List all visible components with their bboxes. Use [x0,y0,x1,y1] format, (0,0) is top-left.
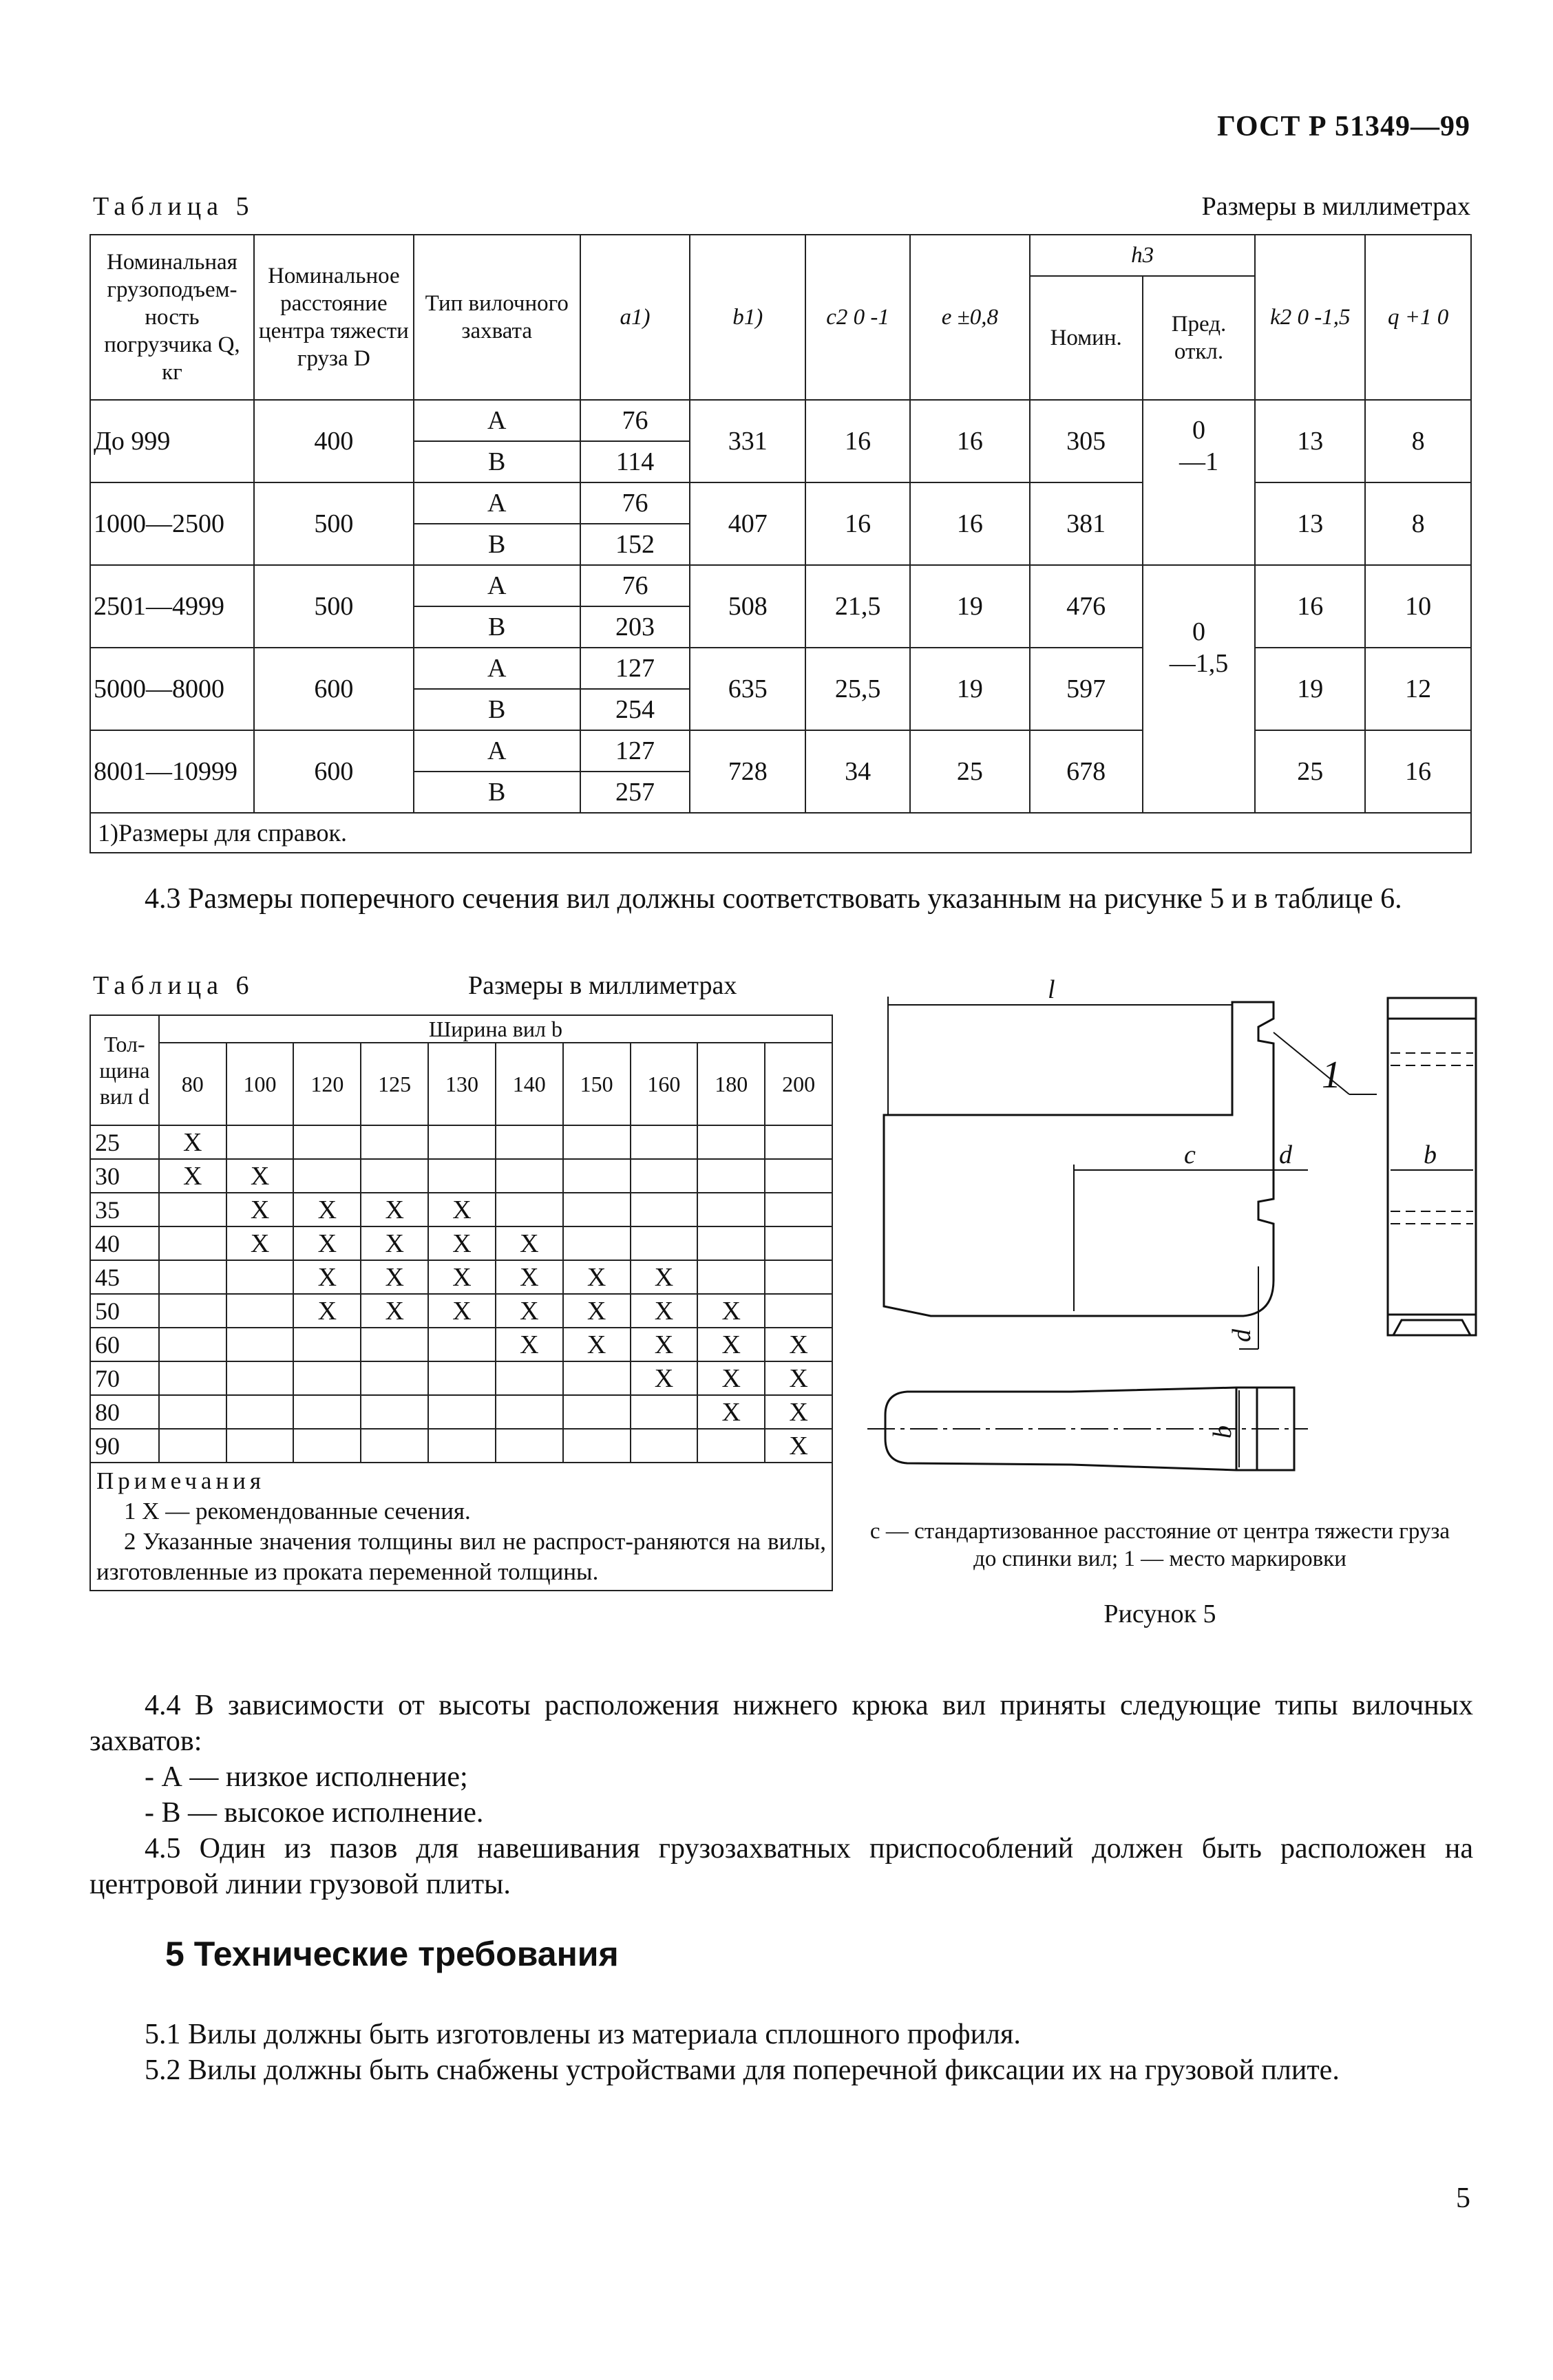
cell-mark: X [697,1294,765,1328]
cell-mark [226,1429,294,1463]
col-h3: h3 [1030,235,1256,276]
figure-5-title: Рисунок 5 [1103,1600,1216,1628]
cell-mark: X [428,1260,496,1294]
label-b-top: b [1208,1425,1237,1438]
cell-c2: 21,5 [805,565,910,648]
cell-type: B [414,772,580,813]
cell-a: 76 [580,565,690,606]
cell-capacity: До 999 [90,400,254,482]
cell-mark [631,1395,698,1429]
cell-e: 16 [910,400,1030,482]
cell-c2: 25,5 [805,648,910,730]
cell-thickness: 50 [90,1294,159,1328]
section-5-title: 5 Технические требования [165,1935,619,1973]
cell-mark [428,1361,496,1395]
cell-mark [631,1193,698,1226]
cell-mark [293,1125,361,1159]
cell-mark: X [159,1159,226,1193]
cell-mark: X [563,1294,631,1328]
cell-mark [496,1193,563,1226]
note-1: 1 X — рекомендованные сечения. [124,1498,471,1524]
para-4-4: 4.4 В зависимости от высоты расположения нижнего крюка вил приняты следующие типы вилочных захватов: [89,1690,1473,1757]
cell-mark [293,1328,361,1361]
table-row [90,1125,832,1159]
cell-mark [159,1328,226,1361]
cell-mark [361,1328,428,1361]
cell-mark: X [226,1226,294,1260]
page-number: 5 [1456,2182,1470,2214]
table-row [90,1429,832,1463]
cell-b: 635 [690,648,805,730]
table6-caption: Таблица 6 [93,971,255,1000]
cell-mark [563,1193,631,1226]
cell-mark [159,1193,226,1226]
cell-mark [159,1294,226,1328]
cell-mark [159,1429,226,1463]
cell-a: 114 [580,441,690,482]
cell-mark [631,1159,698,1193]
dev-lower: —1 [1179,447,1218,476]
cell-mark: X [361,1294,428,1328]
cell-mark [563,1226,631,1260]
table-row [90,1260,832,1294]
cell-mark [159,1361,226,1395]
col-k2: k2 0 -1,5 [1255,235,1365,400]
cell-a: 127 [580,648,690,689]
cell-mark [361,1429,428,1463]
col-width: Ширина вил b [159,1015,832,1043]
cell-mark: X [765,1429,832,1463]
figure-5-description: c — стандартизованное расстояние от центра тяжести груза до спинки вил; 1 — место маркировки [869,1519,1450,1571]
table5-footnote: 1)Размеры для справок. [90,813,1471,853]
table-row [90,1361,832,1395]
table5-body [90,400,1471,813]
cell-e: 16 [910,482,1030,565]
cell-thickness: 90 [90,1429,159,1463]
cell-thickness: 35 [90,1193,159,1226]
para-4-5: 4.5 Один из пазов для навешивания грузозахватных приспособлений должен быть расположен на центровой линии грузовой плиты. [89,1833,1473,1900]
cell-mark: X [631,1361,698,1395]
col-width-value: 125 [361,1043,428,1125]
para-5-1: 5.1 Вилы должны быть изготовлены из материала сплошного профиля. [145,2019,1021,2050]
cell-e: 25 [910,730,1030,813]
table-row [90,482,1471,524]
cell-mark [631,1226,698,1260]
para-4-3: 4.3 Размеры поперечного сечения вил должны соответствовать указанным на рисунке 5 и в таблице 6. [145,883,1402,915]
cell-mark [361,1159,428,1193]
cell-mark [765,1226,832,1260]
col-c2: c2 0 -1 [805,235,910,400]
cell-mark [226,1361,294,1395]
col-center: Номинальное расстояние центра тяжести груза D [254,235,414,400]
cell-capacity: 5000—8000 [90,648,254,730]
cell-mark [428,1395,496,1429]
table-row [90,565,1471,606]
dev-lower: —1,5 [1169,649,1229,678]
table5 [89,234,1472,853]
cell-a: 152 [580,524,690,565]
cell-mark [159,1395,226,1429]
cell-c2: 16 [805,482,910,565]
cell-mark [293,1395,361,1429]
cell-mark: X [563,1260,631,1294]
cell-mark [765,1193,832,1226]
cell-mark [361,1395,428,1429]
cell-h3-nom: 476 [1030,565,1143,648]
col-q: q +1 0 [1365,235,1471,400]
cell-mark: X [631,1294,698,1328]
cell-thickness: 30 [90,1159,159,1193]
cell-capacity: 1000—2500 [90,482,254,565]
cell-mark: X [496,1328,563,1361]
label-l: l [1048,977,1055,1004]
cell-q: 8 [1365,482,1471,565]
table-row [90,730,1471,772]
cell-mark [697,1260,765,1294]
col-e: e ±0,8 [910,235,1030,400]
cell-mark [697,1429,765,1463]
cell-thickness: 60 [90,1328,159,1361]
note-2: 2 Указанные значения толщины вил не распрост-раняются на вилы, изготовленные из проката переменной толщины. [96,1528,826,1585]
cell-mark [563,1361,631,1395]
table-row [90,1159,832,1193]
cell-type: B [414,689,580,730]
cell-mark: X [361,1193,428,1226]
col-h3-dev: Пред. откл. [1143,276,1256,400]
item-b: - В — высокое исполнение. [145,1797,484,1829]
table-row [90,1294,832,1328]
dev-upper: 0 [1192,416,1205,445]
cell-mark: X [496,1260,563,1294]
cell-a: 257 [580,772,690,813]
cell-h3-nom: 678 [1030,730,1143,813]
cell-mark [428,1429,496,1463]
label-b-end: b [1424,1140,1437,1169]
cell-e: 19 [910,565,1030,648]
col-width-value: 200 [765,1043,832,1125]
table5-caption: Таблица 5 [93,192,255,221]
table6-units: Размеры в миллиметрах [468,971,737,1000]
table-row [90,1328,832,1361]
cell-mark [697,1193,765,1226]
cell-mark [226,1328,294,1361]
cell-mark: X [293,1226,361,1260]
cell-a: 76 [580,400,690,441]
cell-mark [361,1125,428,1159]
col-width-value: 80 [159,1043,226,1125]
col-width-value: 180 [697,1043,765,1125]
cell-k2: 19 [1255,648,1365,730]
cell-mark [765,1294,832,1328]
cell-mark [563,1159,631,1193]
col-width-value: 120 [293,1043,361,1125]
cell-mark [226,1125,294,1159]
label-d-side: d [1227,1329,1256,1342]
cell-type: B [414,606,580,648]
cell-mark: X [428,1193,496,1226]
cell-b: 331 [690,400,805,482]
col-width-value: 140 [496,1043,563,1125]
cell-q: 10 [1365,565,1471,648]
cell-mark [293,1429,361,1463]
cell-mark: X [697,1395,765,1429]
cell-mark [496,1429,563,1463]
cell-mark: X [428,1294,496,1328]
cell-mark [159,1226,226,1260]
table6 [89,1014,833,1591]
cell-mark: X [496,1294,563,1328]
cell-mark [496,1361,563,1395]
cell-mark: X [293,1260,361,1294]
cell-h3-dev [1143,565,1256,813]
cell-c2: 16 [805,400,910,482]
cell-h3-nom: 381 [1030,482,1143,565]
cell-mark [697,1159,765,1193]
cell-center: 600 [254,730,414,813]
cell-b: 407 [690,482,805,565]
cell-type: B [414,524,580,565]
cell-type: B [414,441,580,482]
cell-mark [226,1260,294,1294]
cell-type: A [414,400,580,441]
col-type: Тип вилочного захвата [414,235,580,400]
cell-mark: X [361,1226,428,1260]
cell-c2: 34 [805,730,910,813]
cell-mark [765,1159,832,1193]
col-width-value: 160 [631,1043,698,1125]
cell-thickness: 45 [90,1260,159,1294]
cell-k2: 25 [1255,730,1365,813]
cell-capacity: 2501—4999 [90,565,254,648]
table5-units: Размеры в миллиметрах [1201,192,1470,221]
cell-thickness: 80 [90,1395,159,1429]
cell-mark [428,1125,496,1159]
cell-a: 127 [580,730,690,772]
cell-mark [293,1361,361,1395]
cell-mark: X [293,1193,361,1226]
figure-5-drawing [867,977,1487,1514]
cell-thickness: 70 [90,1361,159,1395]
cell-thickness: 25 [90,1125,159,1159]
col-thickness: Тол-щина вил d [90,1015,159,1125]
cell-type: A [414,482,580,524]
cell-h3-dev [1143,400,1256,565]
cell-mark [631,1429,698,1463]
cell-mark [563,1429,631,1463]
cell-thickness: 40 [90,1226,159,1260]
col-a: a1) [580,235,690,400]
cell-a: 203 [580,606,690,648]
cell-mark [697,1125,765,1159]
cell-center: 600 [254,648,414,730]
col-width-value: 130 [428,1043,496,1125]
cell-mark: X [159,1125,226,1159]
cell-a: 254 [580,689,690,730]
cell-mark [226,1294,294,1328]
cell-center: 500 [254,482,414,565]
label-d-top: d [1279,1140,1292,1169]
cell-type: A [414,565,580,606]
table6-notes [90,1463,832,1591]
cell-capacity: 8001—10999 [90,730,254,813]
cell-k2: 16 [1255,565,1365,648]
cell-k2: 13 [1255,482,1365,565]
cell-q: 8 [1365,400,1471,482]
para-5-2: 5.2 Вилы должны быть снабжены устройствами для поперечной фиксации их на грузовой плите. [145,2054,1340,2086]
cell-center: 500 [254,565,414,648]
cell-mark: X [226,1159,294,1193]
cell-b: 728 [690,730,805,813]
cell-a: 76 [580,482,690,524]
cell-mark [428,1159,496,1193]
cell-e: 19 [910,648,1030,730]
cell-q: 16 [1365,730,1471,813]
cell-mark [496,1395,563,1429]
cell-q: 12 [1365,648,1471,730]
cell-h3-nom: 597 [1030,648,1143,730]
cell-type: A [414,648,580,689]
table-row [90,1193,832,1226]
cell-mark [563,1125,631,1159]
col-h3-nom: Номин. [1030,276,1143,400]
cell-mark [765,1260,832,1294]
table-row [90,1395,832,1429]
cell-type: A [414,730,580,772]
cell-mark: X [697,1328,765,1361]
cell-mark: X [563,1328,631,1361]
table-row [90,1226,832,1260]
cell-mark [697,1226,765,1260]
cell-mark: X [765,1328,832,1361]
cell-mark [765,1125,832,1159]
cell-mark: X [226,1193,294,1226]
dev-upper: 0 [1192,617,1205,646]
cell-mark [428,1328,496,1361]
item-a: - А — низкое исполнение; [145,1761,468,1793]
table-row [90,648,1471,689]
cell-k2: 13 [1255,400,1365,482]
label-c: c [1184,1140,1196,1169]
cell-mark: X [765,1395,832,1429]
col-b: b1) [690,235,805,400]
cell-mark: X [697,1361,765,1395]
cell-h3-nom: 305 [1030,400,1143,482]
cell-mark: X [631,1328,698,1361]
cell-mark [563,1395,631,1429]
document-code: ГОСТ Р 51349—99 [1217,111,1470,142]
col-width-value: 150 [563,1043,631,1125]
cell-mark [631,1125,698,1159]
cell-mark [293,1159,361,1193]
cell-mark [226,1395,294,1429]
cell-mark [496,1125,563,1159]
cell-mark: X [293,1294,361,1328]
notes-title: Примечания [96,1467,266,1494]
col-capacity: Номинальная грузоподъем-ность погрузчика Q, кг [90,235,254,400]
cell-mark: X [765,1361,832,1395]
cell-mark: X [496,1226,563,1260]
col-width-value: 100 [226,1043,294,1125]
table-row [90,400,1471,441]
cell-mark [159,1260,226,1294]
cell-mark [361,1361,428,1395]
cell-center: 400 [254,400,414,482]
cell-mark: X [428,1226,496,1260]
label-marker: 1 [1322,1054,1341,1096]
cell-b: 508 [690,565,805,648]
cell-mark: X [631,1260,698,1294]
cell-mark [496,1159,563,1193]
cell-mark: X [361,1260,428,1294]
